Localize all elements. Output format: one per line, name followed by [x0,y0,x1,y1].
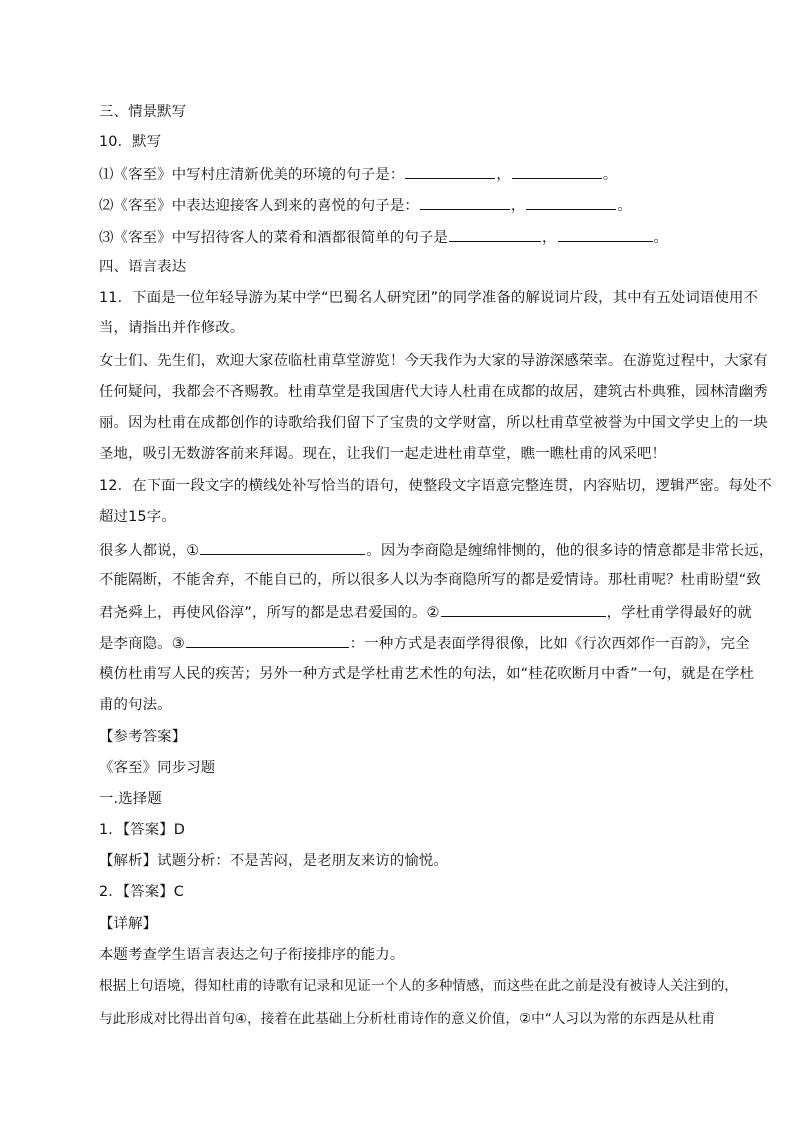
question-10-2-text: ⑵《客至》中表达迎接客人到来的喜悦的句子是： [99,198,419,214]
section-heading-memorization: 三、情景默写 [99,104,187,120]
answers-part-1: 一.选择题 [99,791,162,807]
answer-blank [526,192,616,210]
period: 。 [602,167,618,183]
question-11-line: 当，请指出并作修改。 [99,320,245,336]
answer-blank [558,224,653,242]
answer-1-analysis: 【解析】试题分析：不是苦闷，是老朋友来访的愉悦。 [99,853,448,869]
passage-2-line [99,630,750,654]
passage-2-line [99,537,774,561]
period: 。 [653,230,669,246]
answer-1: 1．【答案】D [99,822,186,838]
passage-2-text: ，学杜甫学得最好的就 [606,605,752,621]
question-10-2 [99,192,729,216]
answer-2: 2．【答案】C [99,884,185,900]
passage-2-line: 模仿杜甫写人民的疾苦；另外一种方式是学杜甫艺术性的句法，如“桂花吹断月中香”一句，就是在学杜 [99,666,755,682]
answer-2-line: 本题考查学生语言表达之句子衔接排序的能力。 [99,947,405,963]
answer-blank [420,192,510,210]
passage-line: 任何疑问，我都会不吝赐教。杜甫草堂是我国唐代大诗人杜甫在成都的故居，建筑古朴典雅，园林清幽秀 [99,384,768,400]
passage-2-text: 是李商隐。③ [99,636,185,652]
question-10-title: 10．默写 [99,134,162,150]
passage-2-text: 很多人都说，① [99,543,200,559]
passage-2-line: 甫的句法。 [99,697,172,713]
answer-2-line: 根据上句语境，得知杜甫的诗歌有记录和见证一个人的多种情感，而这些在此之前是没有被诗人关注到的， [99,978,738,994]
passage-line: 圣地，吸引无数游客前来拜谒。现在，让我们一起走进杜甫草堂，瞧一瞧杜甫的风采吧！ [99,446,667,462]
passage-2-line [99,599,752,623]
answer-blank [186,630,349,648]
answer-blank [405,161,495,179]
answers-heading: 【参考答案】 [99,729,187,745]
answer-2-detail-label: 【详解】 [99,916,158,932]
passage-line: 女士们、先生们，欢迎大家莅临杜甫草堂游览！今天我作为大家的导游深感荣幸。在游览过程中，大家有 [99,353,768,369]
passage-2-text: ：一种方式是表面学得很像，比如《行次西郊作一百韵》，完全 [349,636,750,652]
comma: ， [496,167,511,183]
question-10-1-text: ⑴《客至》中写村庄清新优美的环境的句子是： [99,167,405,183]
answer-2-line: 与此形成对比得出首句④，接着在此基础上分析杜甫诗作的意义价值，②中“人习以为常的东西是从杜甫 [99,1011,715,1027]
comma: ， [510,198,526,214]
question-10-1 [99,161,729,185]
question-10-3 [99,224,729,248]
passage-2-text: 君尧舜上，再使风俗淳”，所写的都是忠君爱国的。② [99,605,440,621]
answer-blank [449,224,541,242]
passage-2-text: 。因为李商隐是缠绵悱恻的，他的很多诗的情意都是非常长远， [366,543,774,559]
question-12-line: 12．在下面一段文字的横线处补写恰当的语句，使整段文字语意完整连贯，内容贴切，逻辑严密。每处不 [99,478,772,494]
answer-blank [200,537,365,555]
comma: ， [541,230,557,246]
question-10-3-text: ⑶《客至》中写招待客人的菜肴和酒都很简单的句子是 [99,230,448,246]
question-11-line: 11．下面是一位年轻导游为某中学“巴蜀名人研究团”的同学准备的解说词片段，其中有五处词语使用不 [99,290,759,306]
answer-blank [512,161,602,179]
passage-line: 丽。因为杜甫在成都创作的诗歌给我们留下了宝贵的文学财富，所以杜甫草堂被誉为中国文学史上的一块 [99,415,768,431]
question-12-line: 超过15字。 [99,509,176,525]
answer-blank [441,599,606,617]
answers-subtitle: 《客至》同步习题 [99,760,216,776]
passage-2-line: 不能隔断，不能舍弃，不能自已的，所以很多人以为李商隐所写的都是爱情诗。那杜甫呢？杜甫盼望“致 [99,572,761,588]
section-heading-language: 四、语言表达 [99,259,187,275]
period: 。 [617,198,632,214]
